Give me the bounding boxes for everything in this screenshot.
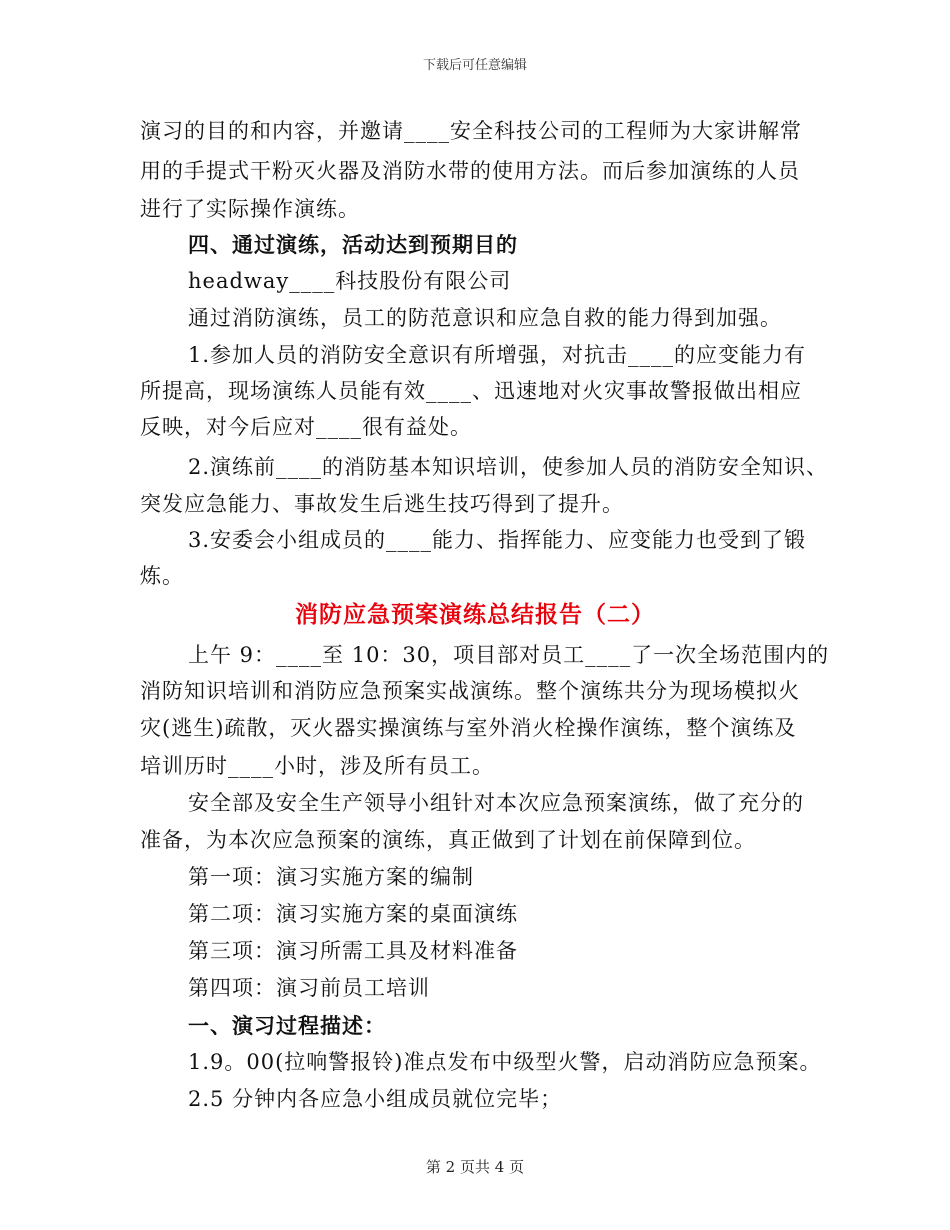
- list-item: 2.5 分钟内各应急小组成员就位完毕；: [188, 1087, 563, 1111]
- page-header: 下载后可任意编辑: [422, 58, 527, 73]
- body-line: 通过消防演练，员工的防范意识和应急自救的能力得到加强。: [188, 306, 782, 330]
- body-line: 反映，对今后应对____很有益处。: [140, 415, 472, 439]
- body-line: 培训历时____小时，涉及所有员工。: [140, 754, 494, 778]
- list-item: 第二项：演习实施方案的桌面演练: [188, 902, 518, 926]
- body-line: 用的手提式干粉灭火器及消防水带的使用方法。而后参加演练的人员: [140, 159, 800, 183]
- body-line: 进行了实际操作演练。: [140, 197, 360, 221]
- list-item: 2.演练前____的消防基本知识培训，使参加人员的消防安全知识、: [188, 455, 829, 479]
- list-item: 3.安委会小组成员的____能力、指挥能力、应变能力也受到了锻: [188, 528, 807, 552]
- body-line: 上午 9：____至 10：30，项目部对员工____了一次全场范围内的: [188, 643, 830, 667]
- section-heading: 一、演习过程描述：: [188, 1013, 386, 1038]
- list-item: 第一项：演习实施方案的编制: [188, 865, 474, 889]
- list-item: 第四项：演习前员工培训: [188, 976, 430, 1000]
- body-line: 消防知识培训和消防应急预案实战演练。整个演练共分为现场模拟火: [140, 679, 800, 703]
- body-line: 炼。: [140, 564, 184, 588]
- body-line: 准备，为本次应急预案的演练，真正做到了计划在前保障到位。: [140, 828, 756, 852]
- list-item: 第三项：演习所需工具及材料准备: [188, 939, 518, 963]
- section-title: 消防应急预案演练总结报告（二）: [295, 601, 655, 628]
- body-line: 灾(逃生)疏散，灭火器实操演练与室外消火栓操作演练，整个演练及: [140, 716, 797, 740]
- page-footer: 第 2 页共 4 页: [425, 1158, 525, 1176]
- company-line: headway____科技股份有限公司: [188, 269, 512, 293]
- list-item: 1.参加人员的消防安全意识有所增强，对抗击____的应变能力有: [188, 343, 807, 367]
- body-line: 所提高，现场演练人员能有效____、迅速地对火灾事故警报做出相应: [140, 379, 802, 403]
- list-item: 1.9。00(拉响警报铃)准点发布中级型火警，启动消防应急预案。: [188, 1050, 822, 1074]
- body-line: 突发应急能力、事故发生后逃生技巧得到了提升。: [140, 492, 624, 516]
- body-line: 演习的目的和内容，并邀请____安全科技公司的工程师为大家讲解常: [140, 119, 802, 143]
- section-heading: 四、通过演练，活动达到预期目的: [188, 232, 518, 257]
- body-line: 安全部及安全生产领导小组针对本次应急预案演练，做了充分的: [188, 791, 804, 815]
